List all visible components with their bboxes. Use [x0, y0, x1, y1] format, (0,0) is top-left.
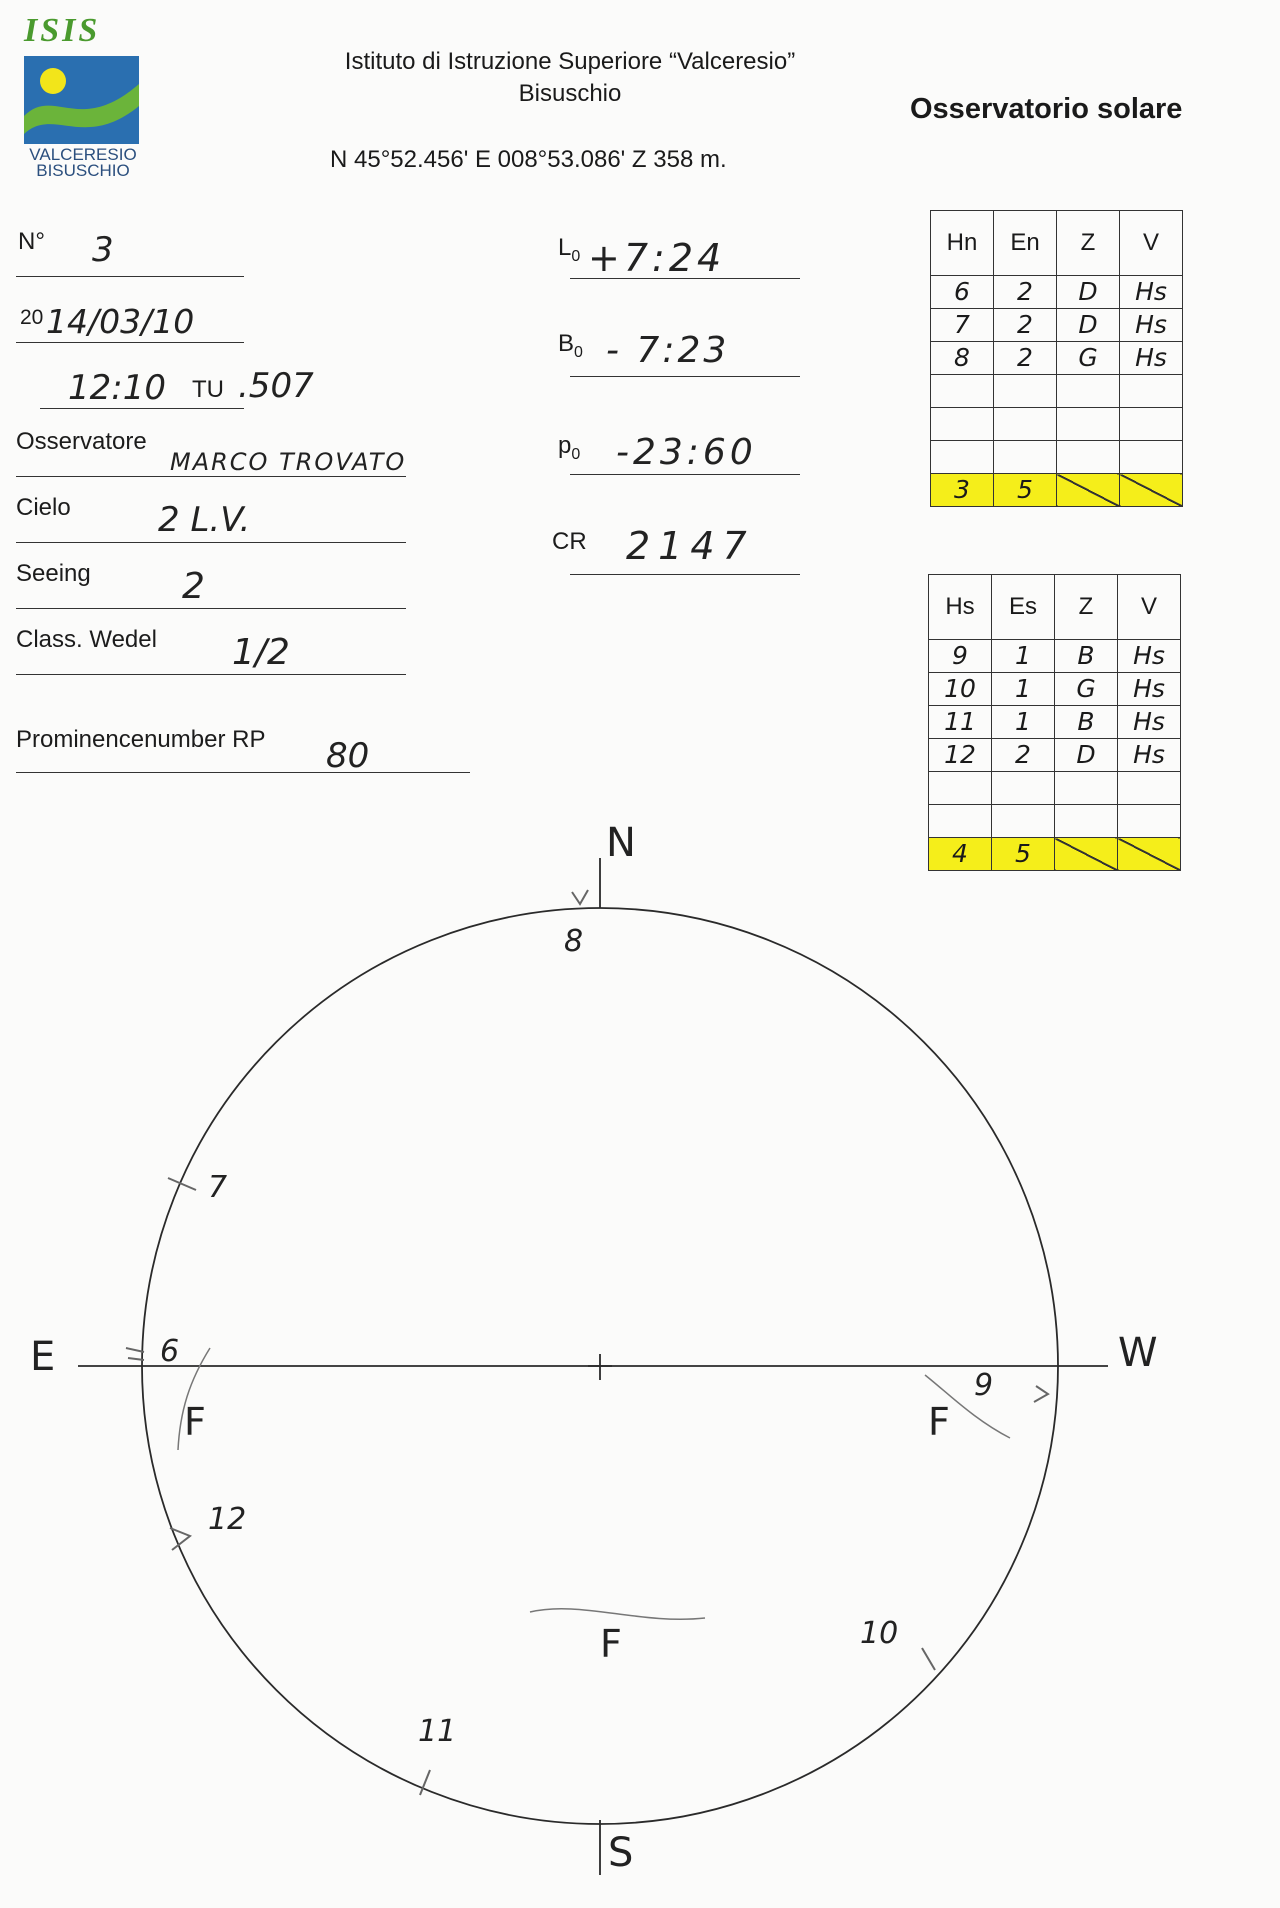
prominence-label: 12 — [208, 1502, 247, 1537]
p0-value: -23:60 — [616, 432, 757, 473]
logo-caption-line2: BISUSCHIO — [36, 161, 130, 180]
time-suffix: .507 — [238, 366, 314, 406]
prominence-label: 10 — [860, 1616, 899, 1651]
col-header-es: Es — [992, 575, 1055, 640]
south-label: S — [608, 1830, 634, 1876]
l0-letter: L — [558, 234, 572, 261]
table-cell: 12 — [929, 739, 992, 772]
table-cell: D — [1057, 276, 1120, 309]
institute-name: Istituto di Istruzione Superiore “Valceresio” — [344, 48, 796, 75]
observer-label: Osservatore — [16, 428, 147, 455]
table-cell: Hs — [1118, 673, 1181, 706]
p0-letter: p — [558, 432, 572, 459]
b0-subscript: 0 — [574, 343, 583, 361]
rp-label: Prominencenumber RP — [16, 726, 266, 753]
prominence-label: 7 — [208, 1170, 228, 1205]
filament-label: F — [184, 1400, 206, 1444]
number-value: 3 — [92, 230, 114, 270]
observer-value: MARCO TROVATO — [170, 448, 407, 476]
table-cell: 7 — [931, 309, 994, 342]
prominence-label: 11 — [418, 1714, 457, 1749]
east-label: E — [30, 1334, 56, 1380]
prominence-label: 6 — [160, 1334, 180, 1369]
table-cell: 6 — [931, 276, 994, 309]
sky-value: 2 L.V. — [158, 500, 251, 540]
table-cell: G — [1055, 673, 1118, 706]
seeing-value: 2 — [182, 566, 205, 607]
table-cell: Hs — [1120, 309, 1183, 342]
date-prefix: 20 — [20, 306, 44, 329]
prominence-mark — [572, 890, 588, 904]
table-cell: D — [1057, 309, 1120, 342]
date-value: 14/03/10 — [46, 302, 195, 341]
table-cell: Hs — [1120, 342, 1183, 375]
seeing-label: Seeing — [16, 560, 91, 587]
l0-subscript: 0 — [571, 247, 581, 265]
table-cell: 2 — [994, 276, 1057, 309]
total-elements: 5 — [992, 838, 1055, 871]
table-cell: D — [1055, 739, 1118, 772]
table-cell: G — [1057, 342, 1120, 375]
logo-brand: ISIS — [24, 12, 101, 49]
total-groups: 4 — [929, 838, 992, 871]
institute-town: Bisuschio — [518, 80, 622, 107]
col-header-hn: Hn — [931, 211, 994, 276]
filament-label: F — [600, 1622, 622, 1666]
col-header-z: Z — [1055, 575, 1118, 640]
l0-value: +7:24 — [588, 236, 726, 280]
col-header-v: V — [1118, 575, 1181, 640]
number-label: N° — [18, 228, 45, 255]
north-label: N — [606, 820, 636, 866]
col-header-en: En — [994, 211, 1057, 276]
table-cell: 2 — [994, 342, 1057, 375]
table-cell: Hs — [1120, 276, 1183, 309]
table-cell: 9 — [929, 640, 992, 673]
time-value: 12:10 — [68, 368, 166, 408]
prominence-mark — [1034, 1386, 1048, 1402]
wedel-value: 1/2 — [232, 632, 290, 673]
table-cell: Hs — [1118, 640, 1181, 673]
table-cell: 8 — [931, 342, 994, 375]
table-cell: 2 — [994, 309, 1057, 342]
page-title: Osservatorio solare — [910, 93, 1183, 125]
b0-value: - 7:23 — [606, 330, 730, 371]
table-cell: Hs — [1118, 739, 1181, 772]
prominence-label: 8 — [564, 924, 584, 959]
col-header-hs: Hs — [929, 575, 992, 640]
table-cell: 1 — [992, 706, 1055, 739]
wedel-label: Class. Wedel — [16, 626, 157, 653]
rp-value: 80 — [326, 736, 370, 776]
logo-caption-line1: VALCERESIO — [29, 145, 137, 164]
b0-letter: B — [558, 330, 575, 357]
p0-subscript: 0 — [571, 445, 581, 463]
sky-label: Cielo — [16, 494, 71, 521]
cr-label: CR — [552, 528, 587, 555]
col-header-z: Z — [1057, 211, 1120, 276]
table-cell: B — [1055, 706, 1118, 739]
prominence-label: 9 — [974, 1368, 994, 1403]
total-groups: 3 — [931, 474, 994, 507]
table-cell: B — [1055, 640, 1118, 673]
cr-value: 2147 — [626, 524, 755, 568]
table-cell: 11 — [929, 706, 992, 739]
table-cell: 2 — [992, 739, 1055, 772]
table-cell: 1 — [992, 673, 1055, 706]
observatory-coordinates: N 45°52.456' E 008°53.086' Z 358 m. — [330, 146, 727, 173]
total-elements: 5 — [994, 474, 1057, 507]
table-cell: Hs — [1118, 706, 1181, 739]
prominence-mark — [922, 1648, 935, 1670]
table-cell: 10 — [929, 673, 992, 706]
time-unit: TU — [192, 376, 224, 403]
col-header-v: V — [1120, 211, 1183, 276]
filament-south-sketch — [530, 1609, 705, 1620]
table-cell: 1 — [992, 640, 1055, 673]
west-label: W — [1118, 1330, 1158, 1376]
filament-label: F — [928, 1400, 950, 1444]
